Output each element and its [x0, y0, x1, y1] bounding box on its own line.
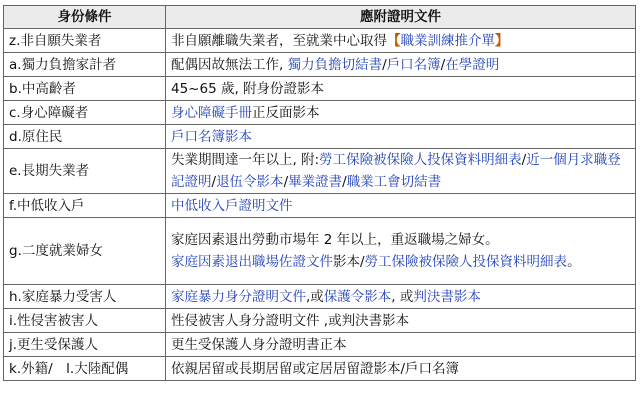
document-name: 家庭因素退出職場佐證文件: [171, 254, 333, 270]
documents-cell: [166, 194, 636, 218]
document-text: /: [382, 56, 387, 73]
document-name: 保護令影本: [323, 288, 392, 305]
category-cell: d.原住民: [4, 125, 166, 149]
document-name: 畢業證書: [288, 174, 343, 190]
category-cell: a.獨力負擔家計者: [4, 53, 166, 77]
table-row: [4, 285, 636, 309]
document-text: 失業期間達一年以上, 附:: [171, 152, 320, 168]
document-text: /: [283, 174, 289, 190]
document-name: 職業訓練推介單: [400, 32, 495, 49]
category-cell: j.更生受保護人: [4, 333, 166, 357]
document-text: , 或: [391, 288, 414, 305]
table-row: [4, 101, 636, 125]
document-name: 家庭暴力身分證明文件: [171, 288, 306, 305]
documents-cell: [166, 53, 636, 77]
document-name: 判決書影本: [413, 288, 481, 305]
document-text: 。: [567, 254, 581, 270]
documents-cell: [166, 333, 636, 357]
document-text: 非自願離職失業者，至就業中心取得: [171, 32, 387, 49]
table-row: [4, 149, 636, 194]
document-name: 身心障礙手冊: [171, 104, 252, 121]
documents-cell: [166, 309, 636, 333]
document-text: 影本/: [333, 254, 365, 270]
document-text: /: [440, 56, 446, 73]
category-cell: i.性侵害被害人: [4, 309, 166, 333]
category-cell: b.中高齡者: [4, 77, 166, 101]
documents-cell: [166, 149, 636, 194]
document-text: /: [211, 174, 217, 190]
document-name: 職業工會切結書: [346, 174, 442, 190]
document-text: /: [342, 174, 347, 190]
document-name: 在學證明: [445, 56, 500, 73]
bracket-mark: 】: [495, 32, 509, 49]
document-name: 戶口名簿影本: [171, 128, 252, 145]
documents-cell: [166, 357, 636, 381]
category-cell: h.家庭暴力受害人: [4, 285, 166, 309]
category-cell: z.非自願失業者: [4, 29, 166, 53]
header-required-documents: 應附證明文件: [166, 6, 636, 29]
category-cell: k.外籍/ l.大陸配偶: [4, 357, 166, 381]
documents-cell: [166, 77, 636, 101]
document-text: 性侵被害人身分證明文件 ,或判決書影本: [171, 312, 410, 329]
table-header-row: [4, 6, 636, 29]
documents-cell: [166, 29, 636, 53]
documents-cell: [166, 218, 636, 285]
table-row: [4, 125, 636, 149]
table-row: [4, 357, 636, 381]
table-row: [4, 218, 636, 285]
table-row: [4, 77, 636, 101]
table-row: [4, 309, 636, 333]
document-name: 退伍令影本: [216, 174, 284, 190]
category-cell: e.長期失業者: [4, 149, 166, 194]
document-name: 勞工保險被保險人投保資料明細表: [319, 152, 522, 168]
documents-cell: [166, 285, 636, 309]
document-text: 依親居留或長期居留或定居居留證影本/戶口名簿: [171, 360, 460, 377]
document-text: 更生受保護人身分證明書正本: [171, 336, 347, 353]
category-cell: c.身心障礙者: [4, 101, 166, 125]
table-row: [4, 53, 636, 77]
document-name: 勞工保險被保險人投保資料明細表: [364, 254, 568, 270]
table-row: [4, 29, 636, 53]
document-text: 家庭因素退出勞動市場年 2 年以上，重返職場之婦女。: [171, 232, 499, 248]
document-name: 近一個月求職登記證明: [171, 152, 621, 190]
eligibility-documents-table: [3, 5, 636, 381]
document-text: 正反面影本: [252, 104, 320, 121]
bracket-mark: 【: [387, 32, 401, 49]
document-text: /: [521, 152, 527, 168]
table-row: [4, 194, 636, 218]
document-name: 中低收入戶證明文件: [171, 197, 293, 214]
documents-cell: [166, 101, 636, 125]
document-text: 配偶因故無法工作,: [171, 56, 288, 73]
document-name: 戶口名簿: [386, 56, 441, 73]
header-identity-condition: 身份條件: [4, 6, 166, 29]
documents-cell: [166, 125, 636, 149]
category-cell: g.二度就業婦女: [4, 218, 166, 285]
document-name: 獨力負擔切結書: [287, 56, 383, 73]
table-row: [4, 333, 636, 357]
category-cell: f.中低收入戶: [4, 194, 166, 218]
document-text: 45~65 歲, 附身份證影本: [171, 80, 325, 97]
document-text: ,或: [306, 288, 324, 305]
